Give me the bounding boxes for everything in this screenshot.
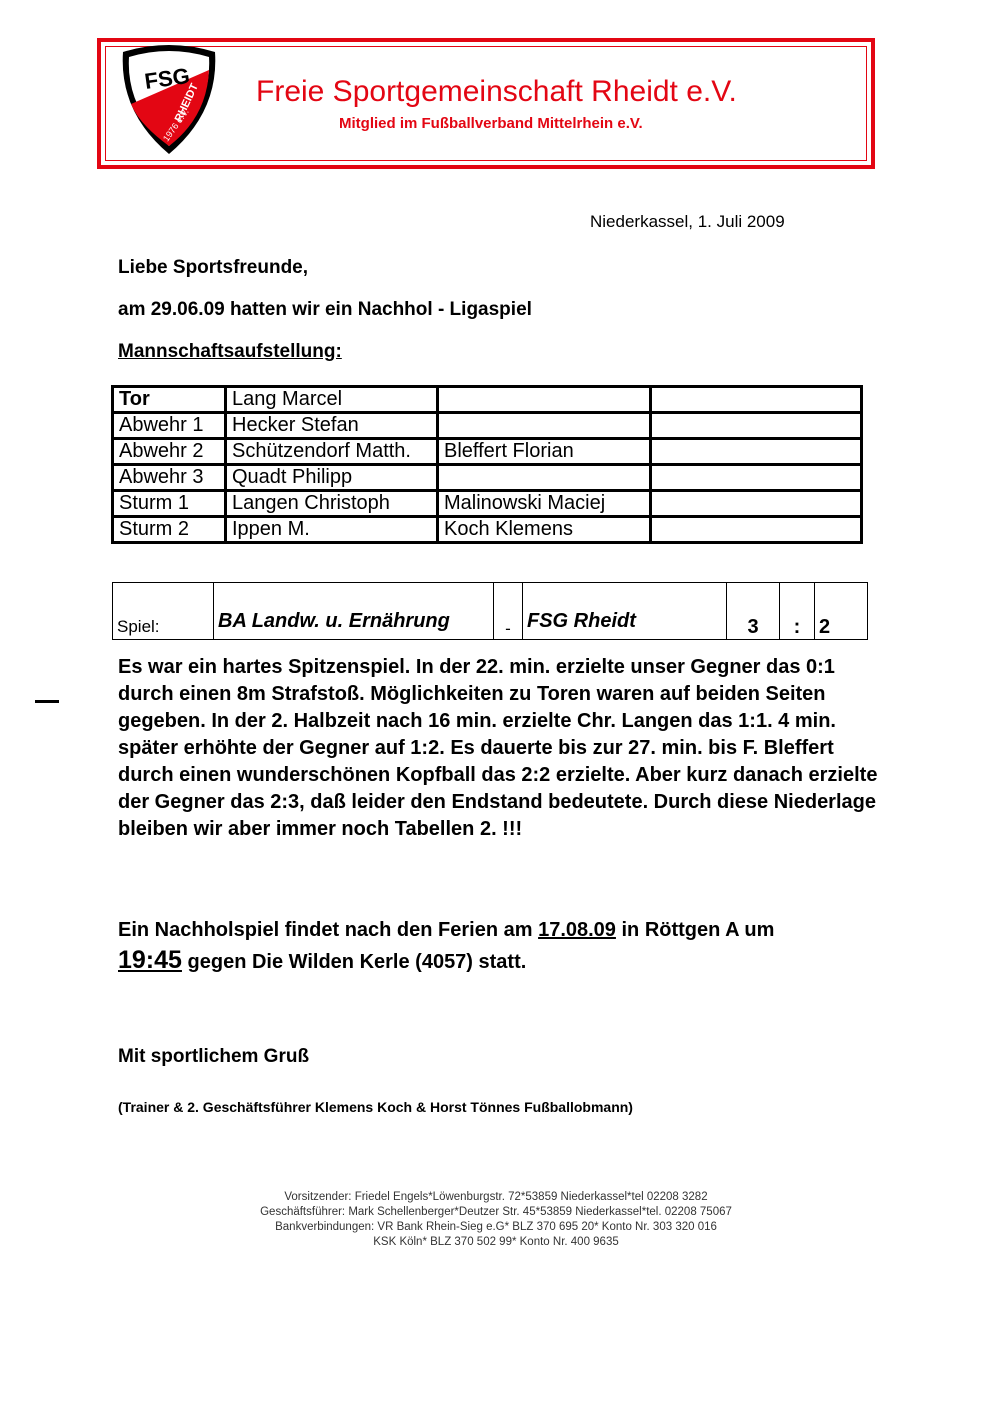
- player-cell: [651, 387, 862, 413]
- player-cell: Bleffert Florian: [438, 439, 651, 465]
- team-separator: -: [494, 583, 523, 640]
- svg-text:RHEIDT: RHEIDT: [172, 81, 201, 124]
- lineup-heading: Mannschaftsaufstellung:: [118, 341, 342, 362]
- table-row: [113, 413, 862, 439]
- position-cell: Tor: [113, 387, 226, 413]
- next-game-text: in Röttgen A um: [615, 919, 775, 941]
- next-game-time: 19:45: [118, 946, 182, 974]
- position-cell: Abwehr 3: [113, 465, 226, 491]
- match-label: Spiel:: [113, 583, 214, 640]
- next-game-announcement: [118, 915, 898, 977]
- lineup-table: [111, 385, 863, 544]
- signature-line: (Trainer & 2. Geschäftsführer Klemens Koch & Horst Tönnes Fußballobmann): [118, 1099, 633, 1115]
- player-cell: Ippen M.: [226, 517, 438, 543]
- svg-text:1976 e.V.: 1976 e.V.: [160, 106, 191, 144]
- next-game-date: 17.08.09: [538, 919, 616, 941]
- table-row: [113, 583, 868, 640]
- player-cell: Koch Klemens: [438, 517, 651, 543]
- date-line: Niederkassel, 1. Juli 2009: [590, 212, 785, 231]
- table-row: [113, 517, 862, 543]
- player-cell: [438, 387, 651, 413]
- table-row: [113, 387, 862, 413]
- match-result-table: [112, 582, 868, 640]
- away-score: 2: [815, 583, 868, 640]
- player-cell: [651, 465, 862, 491]
- player-cell: Lang Marcel: [226, 387, 438, 413]
- player-cell: Malinowski Maciej: [438, 491, 651, 517]
- match-report: Es war ein hartes Spitzenspiel. In der 22. min. erzielte unser Gegner das 0:1 durch einen 8m Strafstoß. Möglichkeiten zu Toren waren auf beiden Seiten gegeben. In der 2. Halbzeit nach 16 min. erzielte Chr. Langen das 1:1. 4 min. später erhöhte der Gegner auf 1:2. Es dauerte bis zur 27. min. bis F. Bleffert durch einen wunderschönen Kopfball das 2:2 erzielte. Aber kurz danach erzielte der Gegner das 2:3, daß leider den Endstand bedeutete. Durch diese Niederlage bleiben wir aber immer noch Tabellen 2. !!!: [118, 656, 878, 840]
- footer-line: KSK Köln* BLZ 370 502 99* Konto Nr. 400 9635: [373, 1236, 619, 1248]
- player-cell: [651, 413, 862, 439]
- margin-mark: [35, 700, 59, 703]
- away-team: FSG Rheidt: [523, 583, 727, 640]
- position-cell: Sturm 2: [113, 517, 226, 543]
- intro-text: am 29.06.09 hatten wir ein Nachhol - Ligaspiel: [118, 299, 532, 320]
- player-cell: Quadt Philipp: [226, 465, 438, 491]
- footer-line: Geschäftsführer: Mark Schellenberger*Deutzer Str. 45*53859 Niederkassel*tel. 02208 75067: [260, 1206, 732, 1218]
- club-name: Freie Sportgemeinschaft Rheidt e.V.: [256, 75, 737, 108]
- player-cell: [438, 465, 651, 491]
- table-row: [113, 465, 862, 491]
- next-game-text: gegen Die Wilden Kerle (4057) statt.: [181, 951, 527, 973]
- club-crest-logo: [117, 42, 221, 158]
- player-cell: Langen Christoph: [226, 491, 438, 517]
- position-cell: Abwehr 2: [113, 439, 226, 465]
- footer: [0, 1190, 992, 1250]
- player-cell: [651, 491, 862, 517]
- next-game-text: Ein Nachholspiel findet nach den Ferien am: [118, 919, 539, 941]
- home-score: 3: [727, 583, 780, 640]
- letterhead: [97, 38, 875, 169]
- closing-salutation: Mit sportlichem Gruß: [118, 1046, 310, 1067]
- player-cell: Schützendorf Matth.: [226, 439, 438, 465]
- player-cell: [651, 517, 862, 543]
- footer-line: Vorsitzender: Friedel Engels*Löwenburgstr. 72*53859 Niederkassel*tel 02208 3282: [284, 1191, 708, 1203]
- home-team: BA Landw. u. Ernährung: [214, 583, 494, 640]
- position-cell: Sturm 1: [113, 491, 226, 517]
- footer-line: Bankverbindungen: VR Bank Rhein-Sieg e.G* BLZ 370 695 20* Konto Nr. 303 320 016: [275, 1221, 717, 1233]
- score-separator: :: [780, 583, 815, 640]
- table-row: [113, 439, 862, 465]
- player-cell: [438, 413, 651, 439]
- player-cell: Hecker Stefan: [226, 413, 438, 439]
- position-cell: Abwehr 1: [113, 413, 226, 439]
- greeting: Liebe Sportsfreunde,: [118, 257, 309, 278]
- svg-text:FSG: FSG: [142, 62, 192, 94]
- table-row: [113, 491, 862, 517]
- player-cell: [651, 439, 862, 465]
- club-subtitle: Mitglied im Fußballverband Mittelrhein e.V.: [339, 115, 643, 132]
